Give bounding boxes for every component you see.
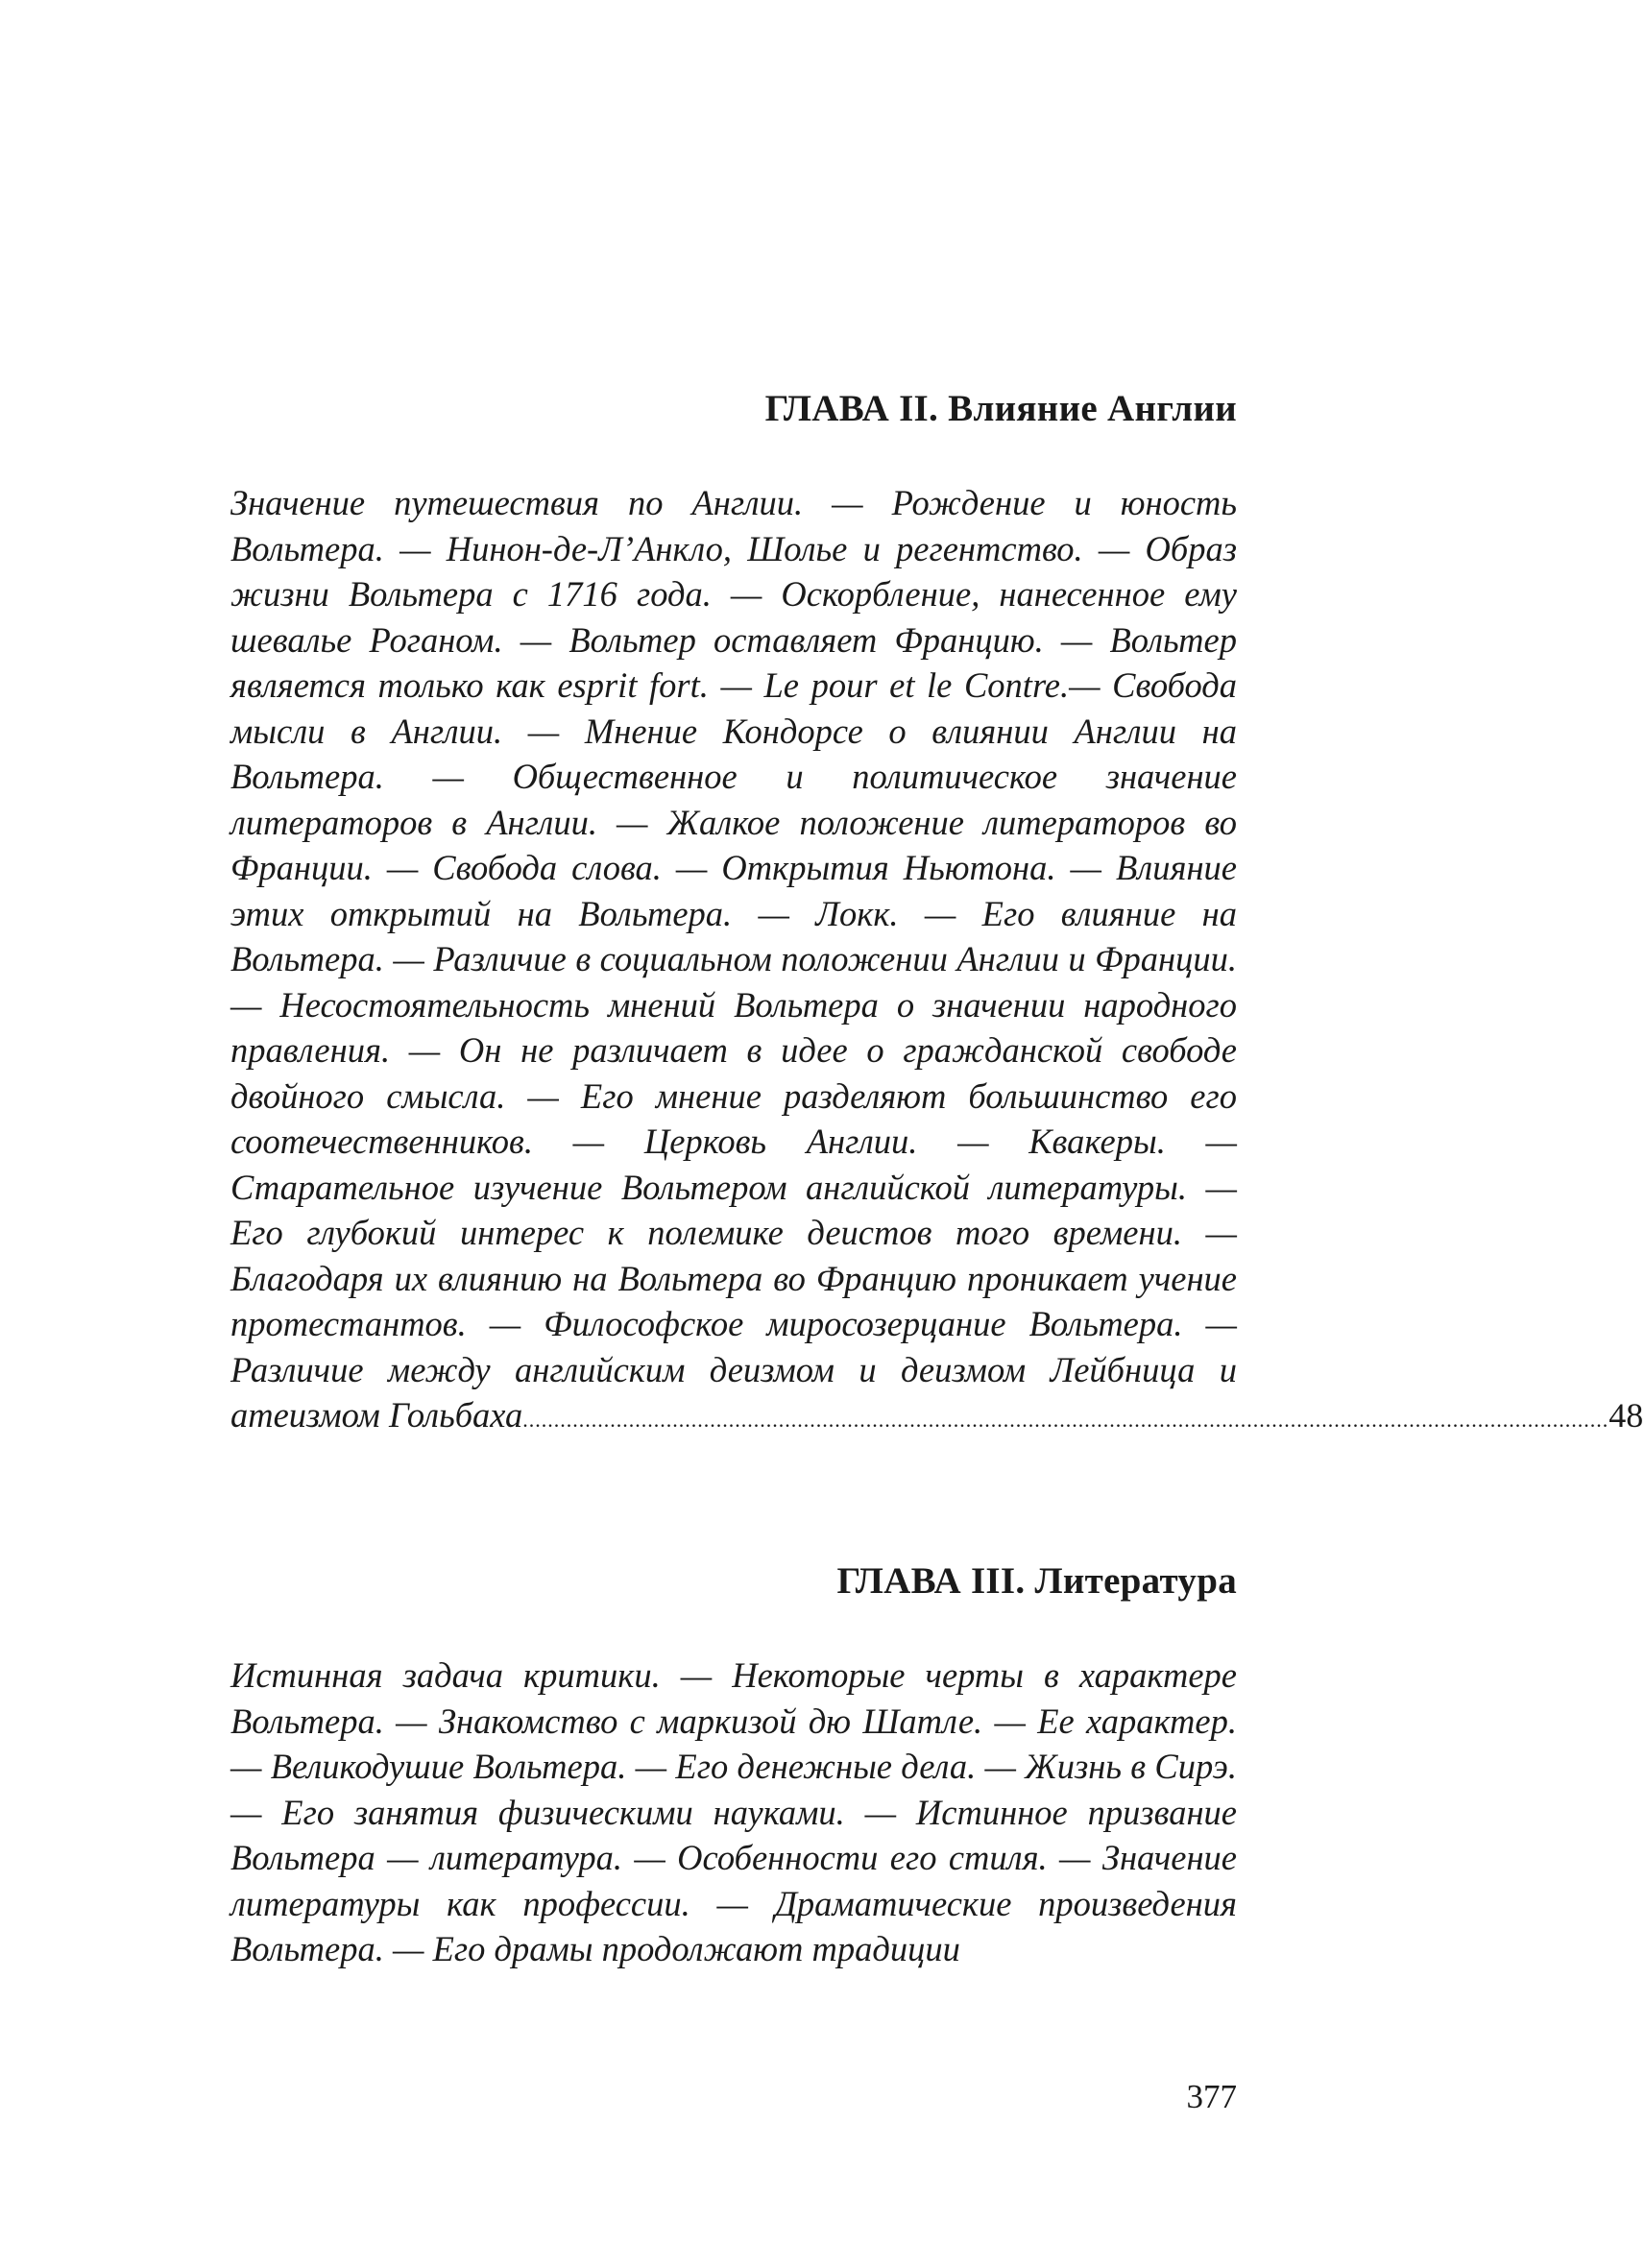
dot-leader: .............................................................................................................................................................................. <box>522 1408 1609 1432</box>
chapter-2-page-number: 48 <box>1609 1396 1644 1435</box>
chapter-2-summary-last-line: атеизмом Гольбаха <box>230 1395 523 1435</box>
page-number: 377 <box>1186 2078 1237 2115</box>
chapter-2-heading: ГЛАВА II. Влияние Англии <box>764 388 1237 429</box>
chapter-3-summary: Истинная задача критики. — Некоторые черты в характере Вольтера. — Знакомство с маркизой дю Шатле. — Ее характер. — Великодушие Вольтера. — Его денежные дела. — Жизнь в Сирэ. — Его занятия физическими науками. — Истинное призвание Вольтера — литература. — Особенности его стиля. — Значение литературы как профессии. — Драматические произведения Вольтера. — Его драмы продолжают традиции <box>230 1655 1237 1968</box>
chapter-2-summary <box>230 480 1644 1443</box>
chapter-2-toc-entry <box>230 1392 1644 1443</box>
chapter-3-heading: ГЛАВА III. Литература <box>836 1560 1237 1602</box>
chapter-2-summary-text: Значение путешествия по Англии. — Рождение и юность Вольтера. — Нинон-де-Л’Анкло, Шолье и регентство. — Образ жизни Вольтера с 1716 года. — Оскорбление, нанесенное ему шевалье Роганом. — Вольтер оставляет Францию. — Вольтер является только как esprit fort. — Le pour et le Contre.— Свобода мысли в Англии. — Мнение Кондорсе о влиянии Англии на Вольтера. — Общественное и политическое значение литераторов в Англии. — Жалкое положение литераторов во Франции. — Свобода слова. — Открытия Ньютона. — Влияние этих открытий на Вольтера. — Локк. — Его влияние на Вольтера. — Различие в социальном положении Англии и Франции. — Несостоятельность мнений Вольтера о значении народного правления. — Он не различает в идее о гражданской свободе двойного смысла. — Его мнение разделяют большинство его соотечественников. — Церковь Англии. — Квакеры. — Старательное изучение Вольтером английской литературы. — Его глубокий интерес к полемике деистов того времени. — Благодаря их влиянию на Вольтера во Францию проникает учение протестантов. — Философское миросозерцание Вольтера. — Различие между английским деизмом и деизмом Лейбница и <box>230 483 1237 1389</box>
